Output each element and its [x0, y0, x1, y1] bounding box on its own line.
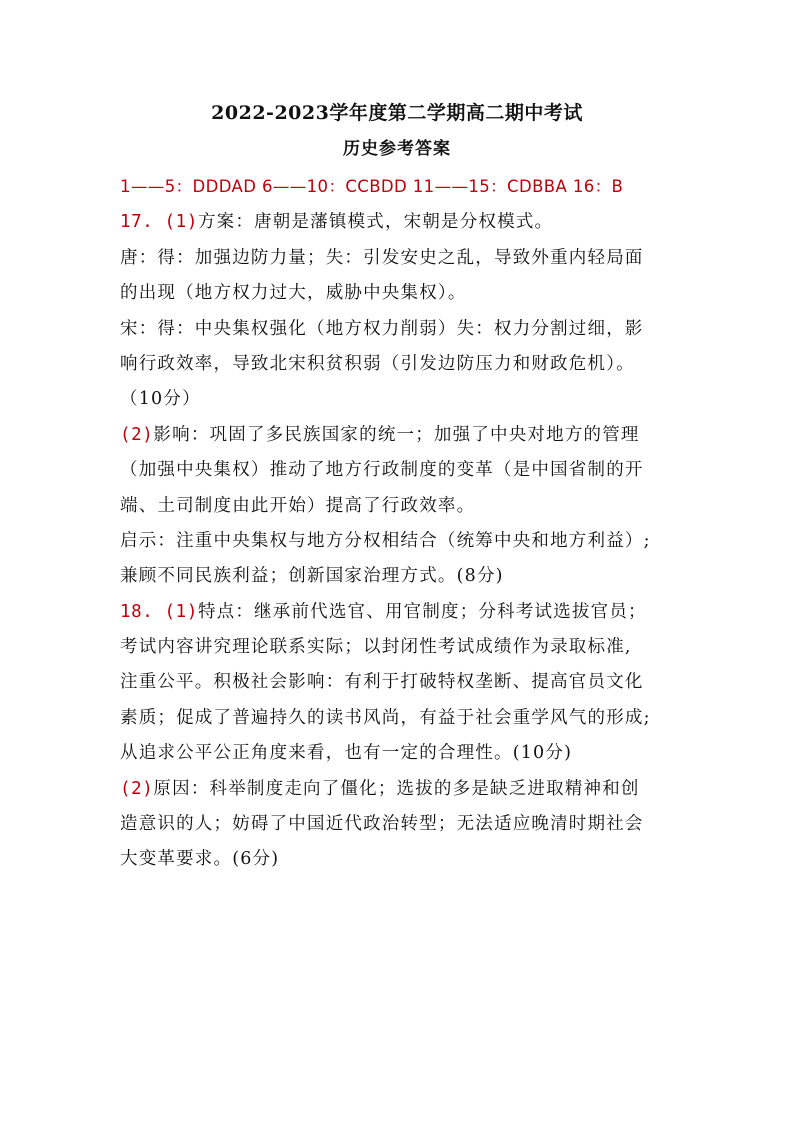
page-title: 2022-2023学年度第二学期高二期中考试 — [211, 102, 583, 124]
answer-body — [120, 172, 680, 880]
q17-part1-label: 17. (1) — [120, 212, 198, 233]
q18-part2-line3: 大变革要求。(6分) — [120, 849, 280, 870]
multiple-choice-answers: 1——5：DDDAD 6——10：CCBDD 11——15：CDBBA 16：B — [120, 177, 624, 196]
q18-part2-line2: 造意识的人；妨碍了中国近代政治转型；无法适应晚清时期社会 — [120, 814, 644, 835]
q17-song-line1: 宋：得：中央集权强化（地方权力削弱）失：权力分割过细，影 — [120, 318, 644, 339]
q17-part2-line1 — [120, 420, 680, 450]
q18-part1-line5: 从追求公平公正角度来看，也有一定的合理性。(10分) — [120, 743, 573, 764]
q18-part1-line2: 考试内容讲究理论联系实际；以封闭性考试成绩作为录取标准, — [120, 637, 632, 658]
q17-part1-text: 方案：唐朝是藩镇模式，宋朝是分权模式。 — [197, 212, 554, 233]
q18-part1-line1 — [120, 597, 680, 627]
q18-part1-label: 18. (1) — [120, 601, 198, 622]
page-subtitle: 历史参考答案 — [343, 139, 451, 159]
q18-part1-text: 特点：继承前代选官、用官制度；分科考试选拔官员； — [197, 601, 647, 622]
q18-part1-line3: 注重公平。积极社会影响：有利于打破特权垄断、提高官员文化 — [120, 672, 644, 693]
q17-part1 — [120, 207, 680, 237]
q17-tang-line2: 的出现（地方权力过大，威胁中央集权）。 — [120, 283, 467, 304]
q18-part1-line4: 素质；促成了普遍持久的读书风尚，有益于社会重学风气的形成; — [120, 707, 651, 728]
q17-song-line2: 响行政效率，导致北宋积贫积弱（引发边防压力和财政危机）。 — [120, 353, 635, 374]
q17-tang-line1: 唐：得：加强边防力量；失：引发安史之乱，导致外重内轻局面 — [120, 247, 644, 268]
q18-part2-text: 原因：科举制度走向了僵化；选拔的多是缺乏进取精神和创 — [153, 778, 640, 799]
q17-part2-label: (2) — [120, 424, 154, 445]
q17-insight-line1: 启示：注重中央集权与地方分权相结合（统筹中央和地方利益）; — [120, 530, 651, 551]
q17-part2-text: 影响：巩固了多民族国家的统一；加强了中央对地方的管理 — [153, 424, 640, 445]
q18-part2-line1 — [120, 774, 680, 804]
q17-insight-line2: 兼顾不同民族利益；创新国家治理方式。(8分) — [120, 566, 504, 587]
q17-part2-line2: （加强中央集权）推动了地方行政制度的变革（是中国省制的开 — [120, 460, 644, 481]
q18-part2-label: (2) — [120, 778, 154, 799]
q17-part2-line3: 端、土司制度由此开始）提高了行政效率。 — [120, 495, 476, 516]
q17-score1: （10分） — [120, 389, 201, 410]
